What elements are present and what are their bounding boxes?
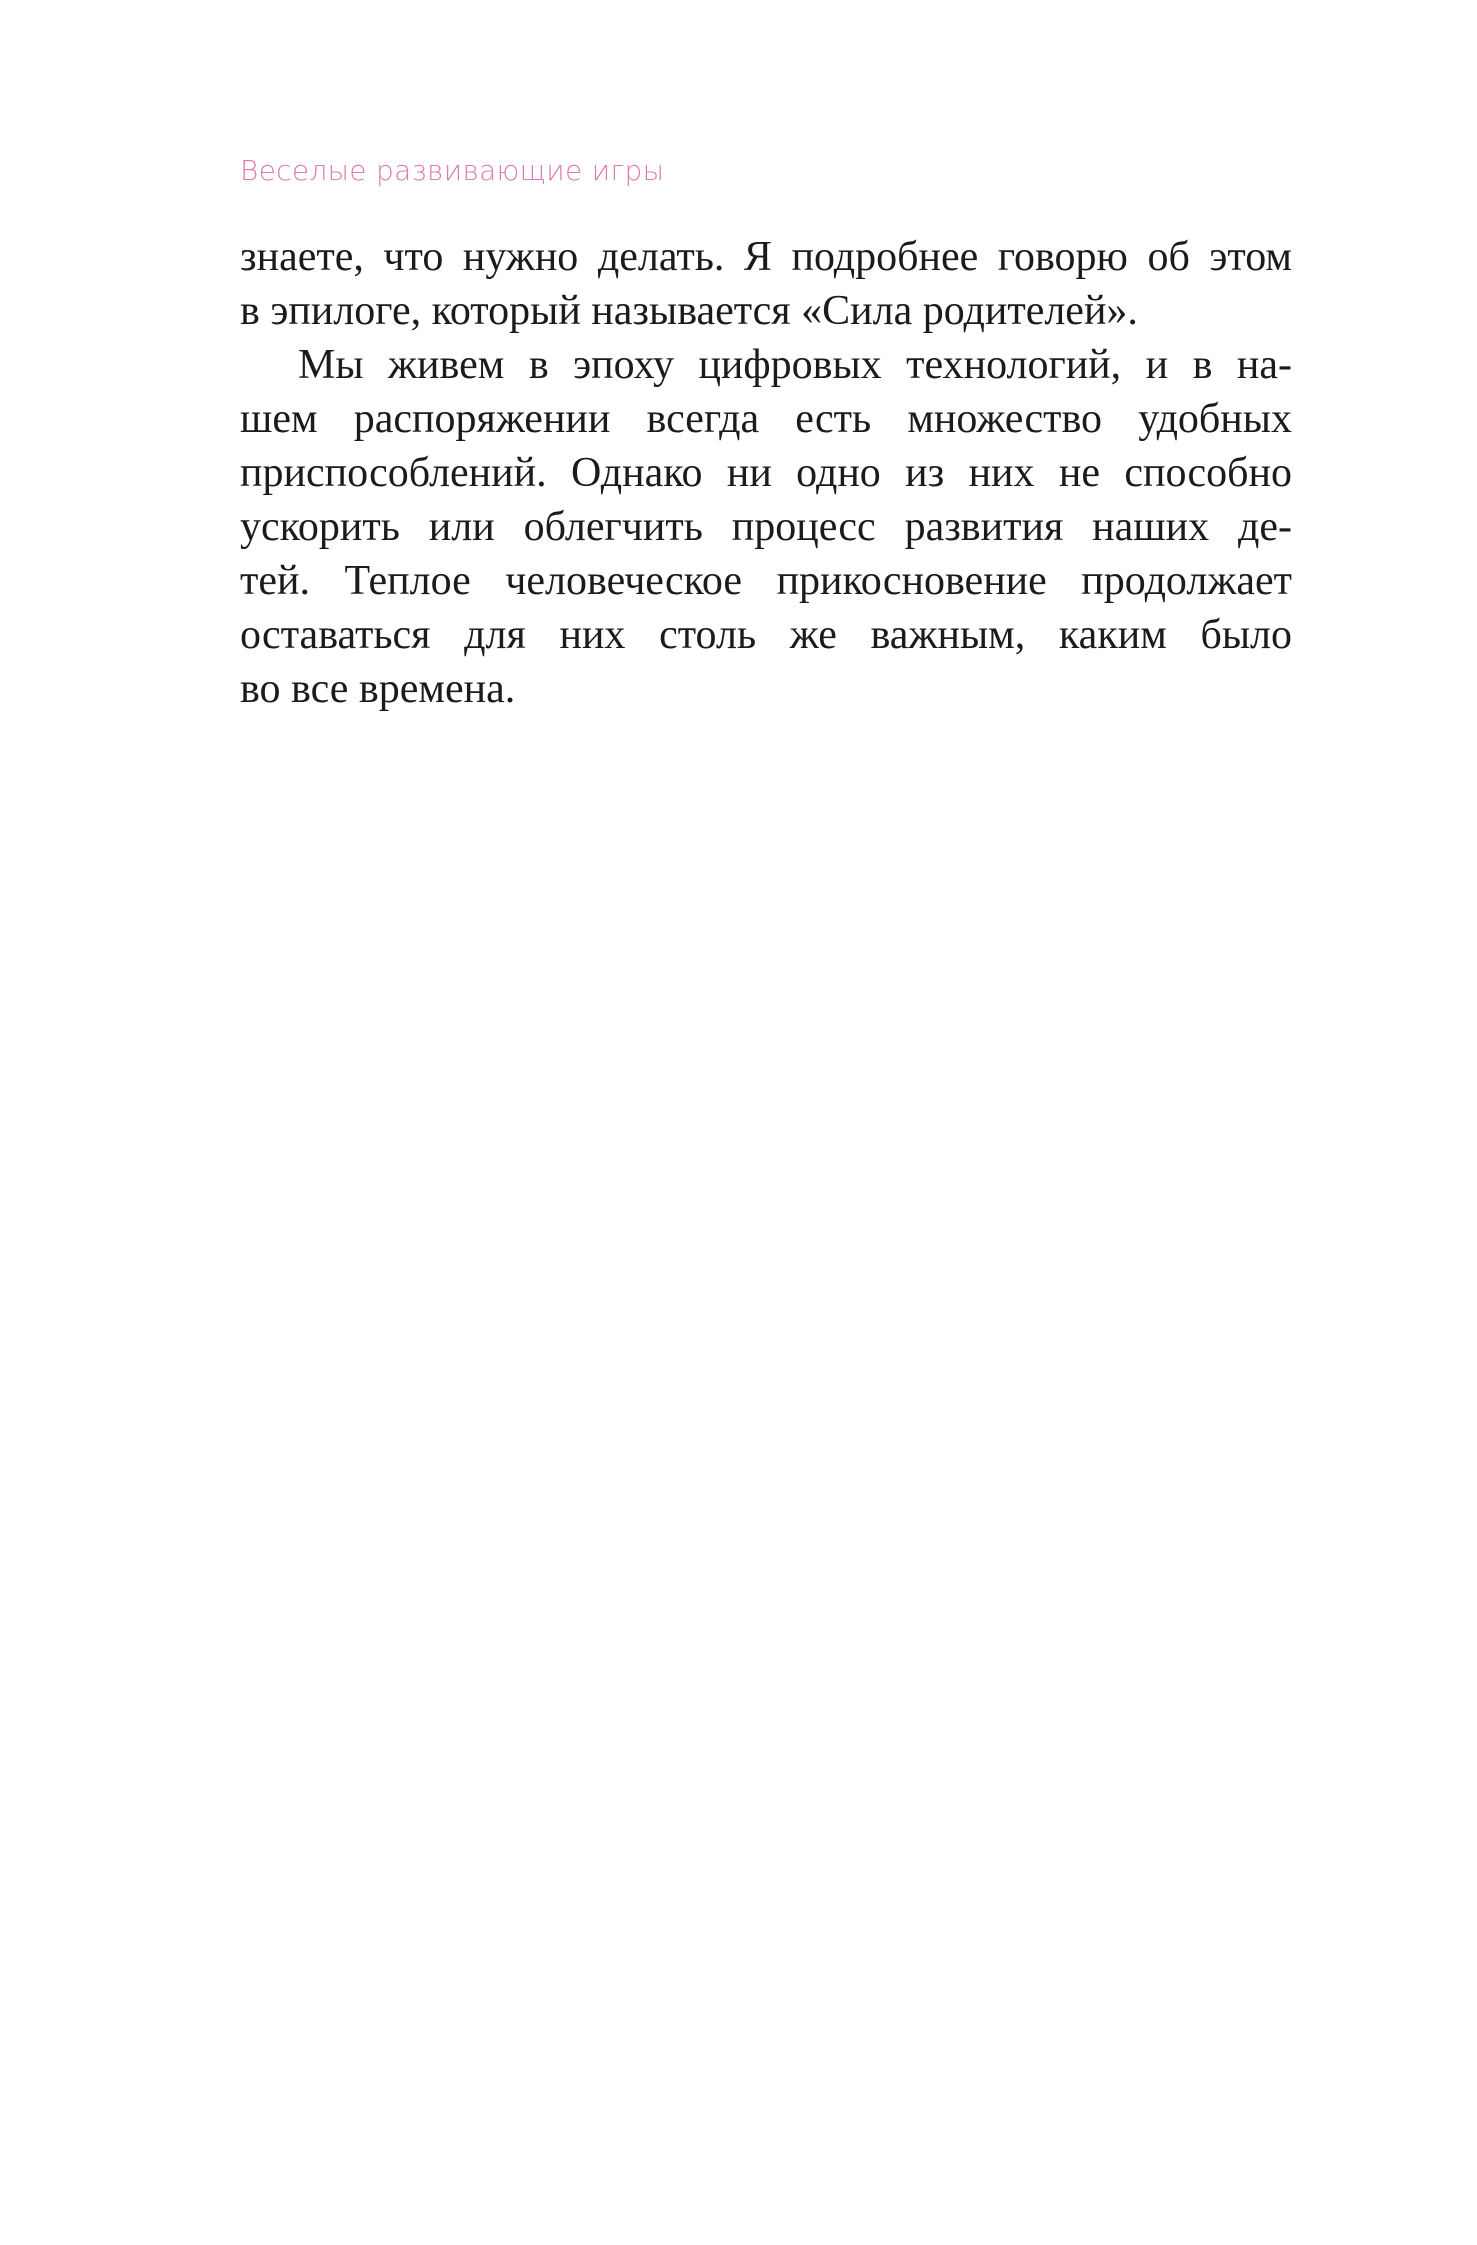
text-line: во все времена. [240,666,516,712]
text-line: тей. Теплое человеческое прикосновение продолжает [240,558,1292,604]
running-head: Веселые развивающие игры [240,154,665,187]
paragraph-2 [240,338,1292,716]
paragraph-1 [240,230,1292,338]
text-line: Мы живем в эпоху цифровых технологий, и в на- [298,342,1292,388]
body-text [240,230,1292,716]
text-line: знаете, что нужно делать. Я подробнее говорю об этом [240,234,1292,280]
text-line: ускорить или облегчить процесс развития наших де- [240,504,1292,550]
text-line: оставаться для них столь же важным, каким было [240,612,1292,658]
text-line: приспособлений. Однако ни одно из них не способно [240,450,1292,496]
text-line: шем распоряжении всегда есть множество удобных [240,396,1292,442]
text-line: в эпилоге, который называется «Сила родителей». [240,288,1138,334]
